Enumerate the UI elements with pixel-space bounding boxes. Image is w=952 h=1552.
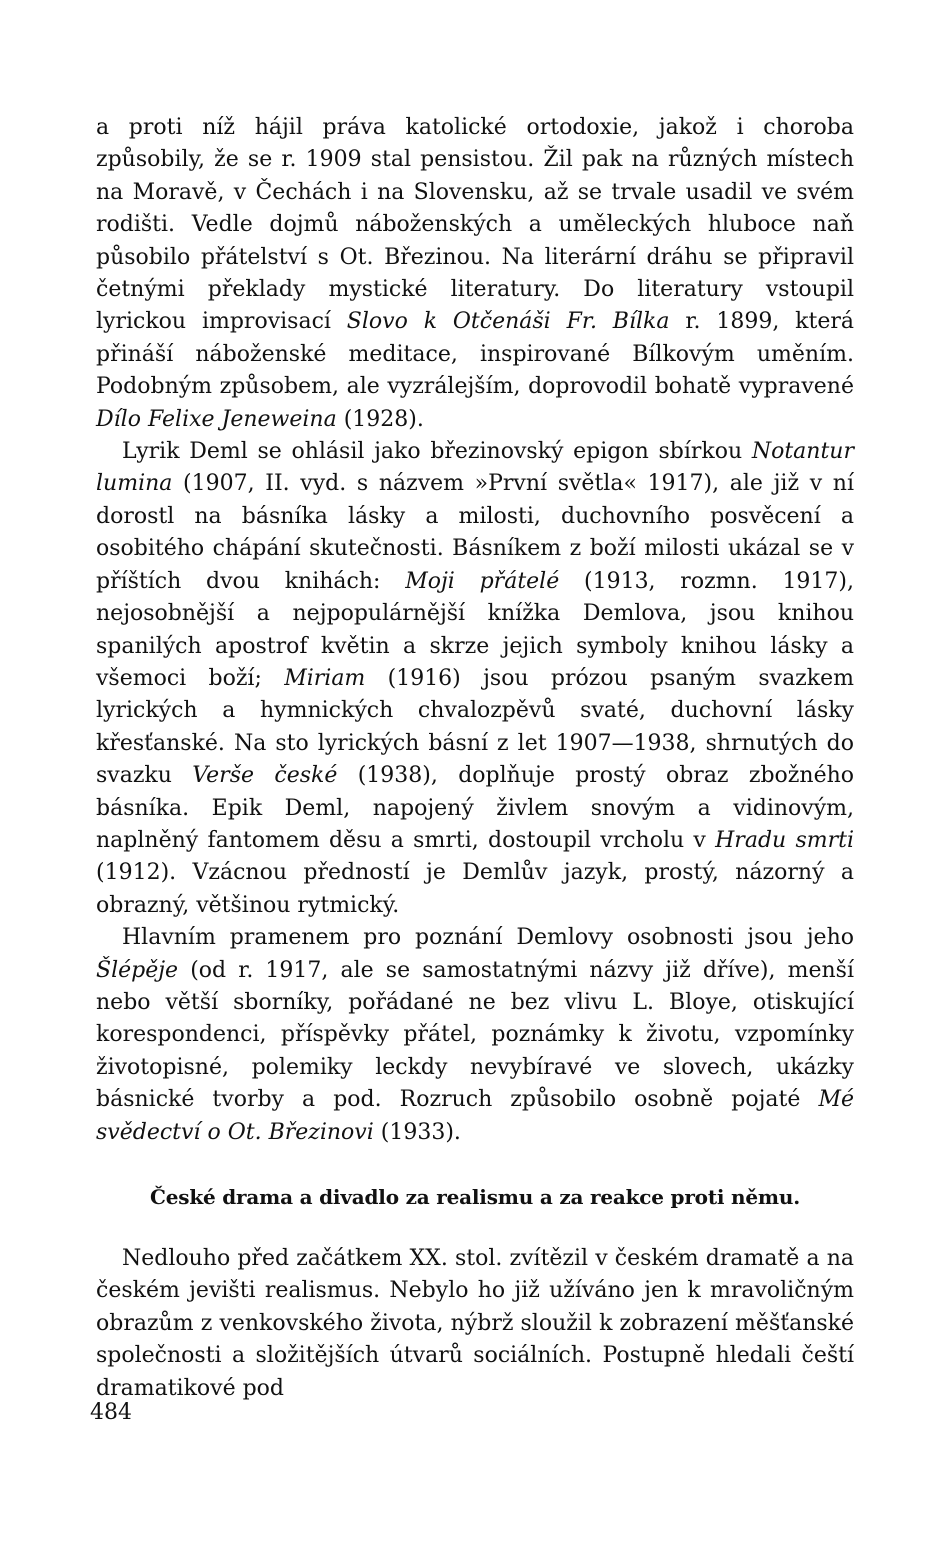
paragraph-1	[96, 112, 854, 436]
work-title-dilo-felixe-jeneweina: Dílo Felixe Jeneweina	[96, 406, 337, 432]
paragraph-2-text-2: (1907, II. vyd. s názvem »První světla« 1917), ale již v ní dorostl na básníka lásky a milosti, duchovního posvěcení a osobitého chápání skutečnosti. Básníkem z boží milosti ukázal se v příštích dvou knihách:	[96, 471, 854, 594]
page-body	[96, 112, 854, 1405]
paragraph-1-text-2: r. 1899, která přináší náboženské meditace, inspirované Bílkovým uměním. Podobným způsobem, ale vyzrálejším, doprovodil bohatě vypravené	[96, 309, 854, 400]
paragraph-4-text-1: Nedlouho před začátkem XX. stol. zvítězil v českém dramatě a na českém jevišti realismus. Nebylo ho již užíváno jen k mravoličným obrazům z venkovského života, nýbrž sloužil k zobrazení měšťanské společnosti a složitějších útvarů sociálních. Postupně hledali čeští dramatikové pod	[96, 1246, 854, 1401]
page-number: 484	[90, 1400, 132, 1425]
work-title-slovo-k-otcenasi: Slovo k Otčenáši Fr. Bílka	[346, 309, 670, 335]
paragraph-3-text-2: (od r. 1917, ale se samostatnými názvy již dříve), menší nebo větší sborníky, pořádané ne bez vlivu L. Bloye, otiskující korespondenci, příspěvky přátel, poznámky k životu, vzpomínky životopisné, polemiky leckdy nevybíravé ve slovech, ukázky básnické tvorby a pod. Rozruch způsobilo osobně pojaté	[96, 957, 854, 1113]
work-title-moji-pratele: Moji přátelé	[405, 568, 560, 594]
work-title-notantur-lumina: Notantur lumina	[96, 439, 854, 497]
paragraph-2-text-1: Lyrik Deml se ohlásil jako březinovský epigon sbírkou	[122, 439, 752, 465]
paragraph-1-text-3: (1928).	[336, 406, 424, 432]
work-title-hrad-smrti: Hradu smrti	[715, 827, 855, 853]
paragraph-3-text-3: (1933).	[373, 1119, 461, 1145]
paragraph-2	[96, 436, 854, 922]
paragraph-2-text-3: (1913, rozmn. 1917), nejosobnější a nejpopulárnější knížka Demlova, jsou knihou spanilých apostrof květin a skrze jejich symboly knihou lásky a všemoci boží;	[96, 568, 855, 691]
paragraph-3	[96, 922, 854, 1149]
work-title-miriam: Miriam	[284, 665, 366, 691]
paragraph-3-text-1: Hlavním pramenem pro poznání Demlovy osobnosti jsou jeho	[122, 925, 854, 951]
work-title-slepeje: Šlépěje	[96, 957, 179, 983]
paragraph-1-text-1: a proti níž hájil práva katolické ortodoxie, jakož i choroba způsobily, že se r. 1909 stal pensistou. Žil pak na různých místech na Moravě, v Čechách i na Slovensku, až se trvale usadil ve svém rodišti. Vedle dojmů náboženských a uměleckých hluboce naň působilo přátelství s Ot. Březinou. Na literární dráhu se připravil četnými překlady mystické literatury. Do literatury vstoupil lyrickou improvisací	[96, 115, 854, 335]
paragraph-2-text-4: (1916) jsou prózou psaným svazkem lyrických a hymnických chvalozpěvů svaté, duchovní lásky křesťanské. Na sto lyrických básní z let 1907—1938, shrnutých do svazku	[96, 665, 854, 789]
section-heading: České drama a divadlo za realismu a za reakce proti němu.	[150, 1185, 800, 1209]
paragraph-2-text-5: (1938), doplňuje prostý obraz zbožného básníka. Epik Deml, napojený živlem snovým a vidinovým, naplněný fantomem děsu a smrti, dostoupil vrcholu v	[96, 763, 854, 853]
work-title-verse-ceske: Verše české	[192, 763, 338, 789]
work-title-me-svedectvi: Mé svědectví o Ot. Březinovi	[96, 1087, 854, 1145]
paragraph-4	[96, 1243, 854, 1405]
paragraph-2-text-6: (1912). Vzácnou předností je Demlův jazyk, prostý, názorný a obrazný, většinou rytmický.	[96, 860, 854, 918]
